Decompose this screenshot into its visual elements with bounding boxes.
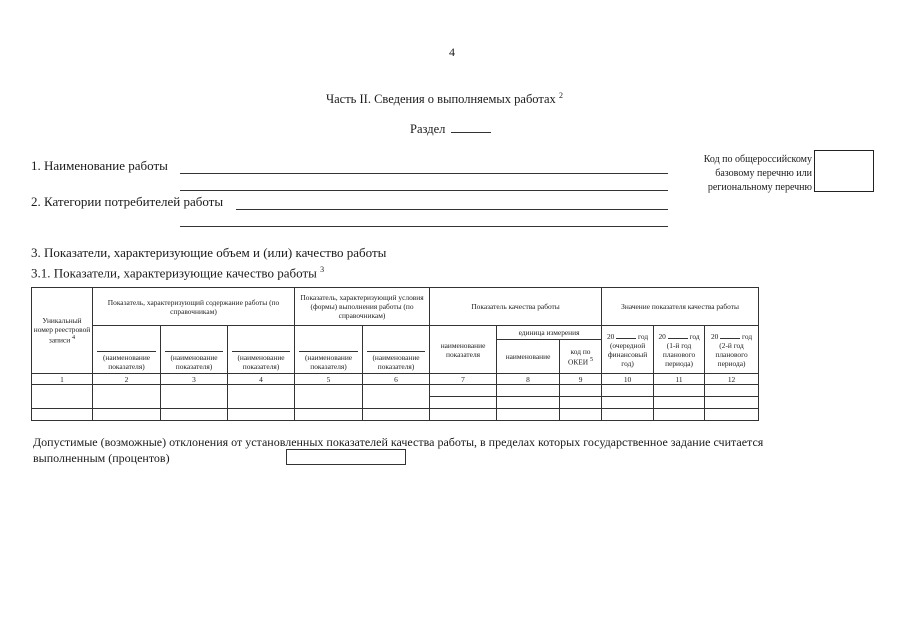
- year1-header: [602, 326, 654, 374]
- table-cell[interactable]: [32, 409, 93, 421]
- okei-text: код по ОКЕИ: [568, 346, 591, 367]
- code-box[interactable]: [814, 150, 874, 192]
- table-cell[interactable]: [430, 397, 497, 409]
- work-name-label: 1. Наименование работы: [31, 158, 168, 173]
- quality-indicators-table: [31, 287, 759, 421]
- year1-blank[interactable]: [616, 331, 636, 339]
- table-cell[interactable]: [654, 397, 705, 409]
- consumers-line-2[interactable]: [180, 226, 668, 227]
- quality-heading-text: 3.1. Показатели, характеризующие качество работы: [31, 265, 317, 281]
- col-number: 7: [430, 374, 497, 385]
- table-cell[interactable]: [705, 397, 759, 409]
- content-indicator-2-text: (наименование показателя): [165, 351, 223, 371]
- year3-label: (2-й год планового периода): [715, 341, 748, 368]
- table-cell[interactable]: [430, 409, 497, 421]
- unit-header: единица измерения: [497, 326, 602, 340]
- content-indicator-3: [228, 326, 295, 374]
- year1-label: (очередной финансовый год): [607, 341, 648, 368]
- col-number: 3: [161, 374, 228, 385]
- content-indicator-1-text: (наименование показателя): [97, 351, 156, 371]
- table-cell[interactable]: [93, 409, 161, 421]
- deviation-text: Допустимые (возможные) отклонения от установленных показателей качества работы, в пределах которых государственное задание считается выполненным (процентов): [33, 435, 764, 465]
- col-number: 5: [295, 374, 363, 385]
- table-cell[interactable]: [497, 385, 560, 397]
- section-number-blank[interactable]: [451, 122, 491, 133]
- table-cell[interactable]: [161, 385, 228, 409]
- table-cell[interactable]: [363, 409, 430, 421]
- col-number: 2: [93, 374, 161, 385]
- table-cell[interactable]: [228, 409, 295, 421]
- table-cell[interactable]: [654, 409, 705, 421]
- content-indicator-1: [93, 326, 161, 374]
- year3-prefix: 20: [710, 332, 719, 341]
- conditions-indicator-2: [363, 326, 430, 374]
- table-cell[interactable]: [705, 385, 759, 397]
- registry-number-header-text: Уникальный номер реестровой записи: [33, 316, 91, 345]
- table-cell[interactable]: [602, 385, 654, 397]
- conditions-indicator-1-text: (наименование показателя): [299, 351, 358, 371]
- year2-prefix: 20: [658, 332, 666, 341]
- year2-header: [654, 326, 705, 374]
- table-cell[interactable]: [32, 385, 93, 409]
- work-name-line-2[interactable]: [180, 190, 668, 191]
- table-cell[interactable]: [295, 385, 363, 409]
- table-cell[interactable]: [560, 385, 602, 397]
- work-name-line-1[interactable]: [180, 173, 668, 174]
- table-cell[interactable]: [602, 409, 654, 421]
- year2-label: (1-й год планового периода): [662, 341, 696, 368]
- table-cell[interactable]: [560, 397, 602, 409]
- table-cell[interactable]: [295, 409, 363, 421]
- year3-blank[interactable]: [720, 331, 740, 339]
- table-cell[interactable]: [705, 409, 759, 421]
- col-number: 10: [602, 374, 654, 385]
- section-field: [410, 122, 491, 137]
- quality-name-header: наименование показателя: [430, 326, 497, 374]
- part-title: [326, 91, 563, 107]
- consumers-label: 2. Категории потребителей работы: [31, 194, 224, 209]
- table-cell[interactable]: [430, 385, 497, 397]
- col-number: 12: [705, 374, 759, 385]
- col-number: 1: [32, 374, 93, 385]
- page-number: 4: [449, 45, 455, 59]
- year3-suffix: год: [742, 332, 753, 341]
- part-title-footnote: 2: [558, 91, 563, 100]
- content-indicator-header: Показатель, характеризующий содержание работы (по справочникам): [93, 288, 295, 326]
- registry-number-header: [32, 288, 93, 374]
- registry-number-footnote: 4: [72, 335, 76, 342]
- table-cell[interactable]: [497, 409, 560, 421]
- table-cell[interactable]: [161, 409, 228, 421]
- table-cell[interactable]: [602, 397, 654, 409]
- year1-prefix: 20: [606, 332, 615, 341]
- part-title-text: Часть II. Сведения о выполняемых работах: [326, 92, 556, 107]
- quality-heading: [31, 265, 324, 281]
- quality-heading-footnote: 3: [320, 265, 325, 274]
- col-number: 11: [654, 374, 705, 385]
- consumers-line-1[interactable]: [236, 209, 668, 210]
- year2-blank[interactable]: [668, 331, 688, 339]
- table-cell[interactable]: [497, 397, 560, 409]
- col-number: 9: [560, 374, 602, 385]
- okei-footnote: 5: [589, 356, 594, 363]
- year3-header: [705, 326, 759, 374]
- quality-indicator-header: Показатель качества работы: [430, 288, 602, 326]
- okei-header: [560, 340, 602, 374]
- content-indicator-3-text: (наименование показателя): [232, 351, 290, 371]
- conditions-indicator-1: [295, 326, 363, 374]
- table-row: [32, 409, 759, 421]
- table-cell[interactable]: [654, 385, 705, 397]
- table-cell[interactable]: [93, 385, 161, 409]
- table-cell[interactable]: [228, 385, 295, 409]
- unit-name-header: наименование: [497, 340, 560, 374]
- conditions-indicator-header: Показатель, характеризующий условия (формы) выполнения работы (по справочникам): [295, 288, 430, 326]
- column-numbers-row: [32, 374, 759, 385]
- table-cell[interactable]: [560, 409, 602, 421]
- deviation-percent-box[interactable]: [286, 449, 406, 465]
- indicators-heading: 3. Показатели, характеризующие объем и (или) качество работы: [31, 245, 387, 260]
- col-number: 8: [497, 374, 560, 385]
- code-box-label: Код по общероссийскому базовому перечню или региональному перечню: [703, 154, 812, 193]
- year1-suffix: год: [638, 332, 649, 341]
- section-label: Раздел: [410, 122, 446, 136]
- year2-suffix: год: [689, 332, 700, 341]
- col-number: 6: [363, 374, 430, 385]
- conditions-indicator-2-text: (наименование показателя): [367, 351, 425, 371]
- quality-values-header: Значение показателя качества работы: [602, 288, 759, 326]
- content-indicator-2: [161, 326, 228, 374]
- table-row: [32, 385, 759, 397]
- col-number: 4: [228, 374, 295, 385]
- table-cell[interactable]: [363, 385, 430, 409]
